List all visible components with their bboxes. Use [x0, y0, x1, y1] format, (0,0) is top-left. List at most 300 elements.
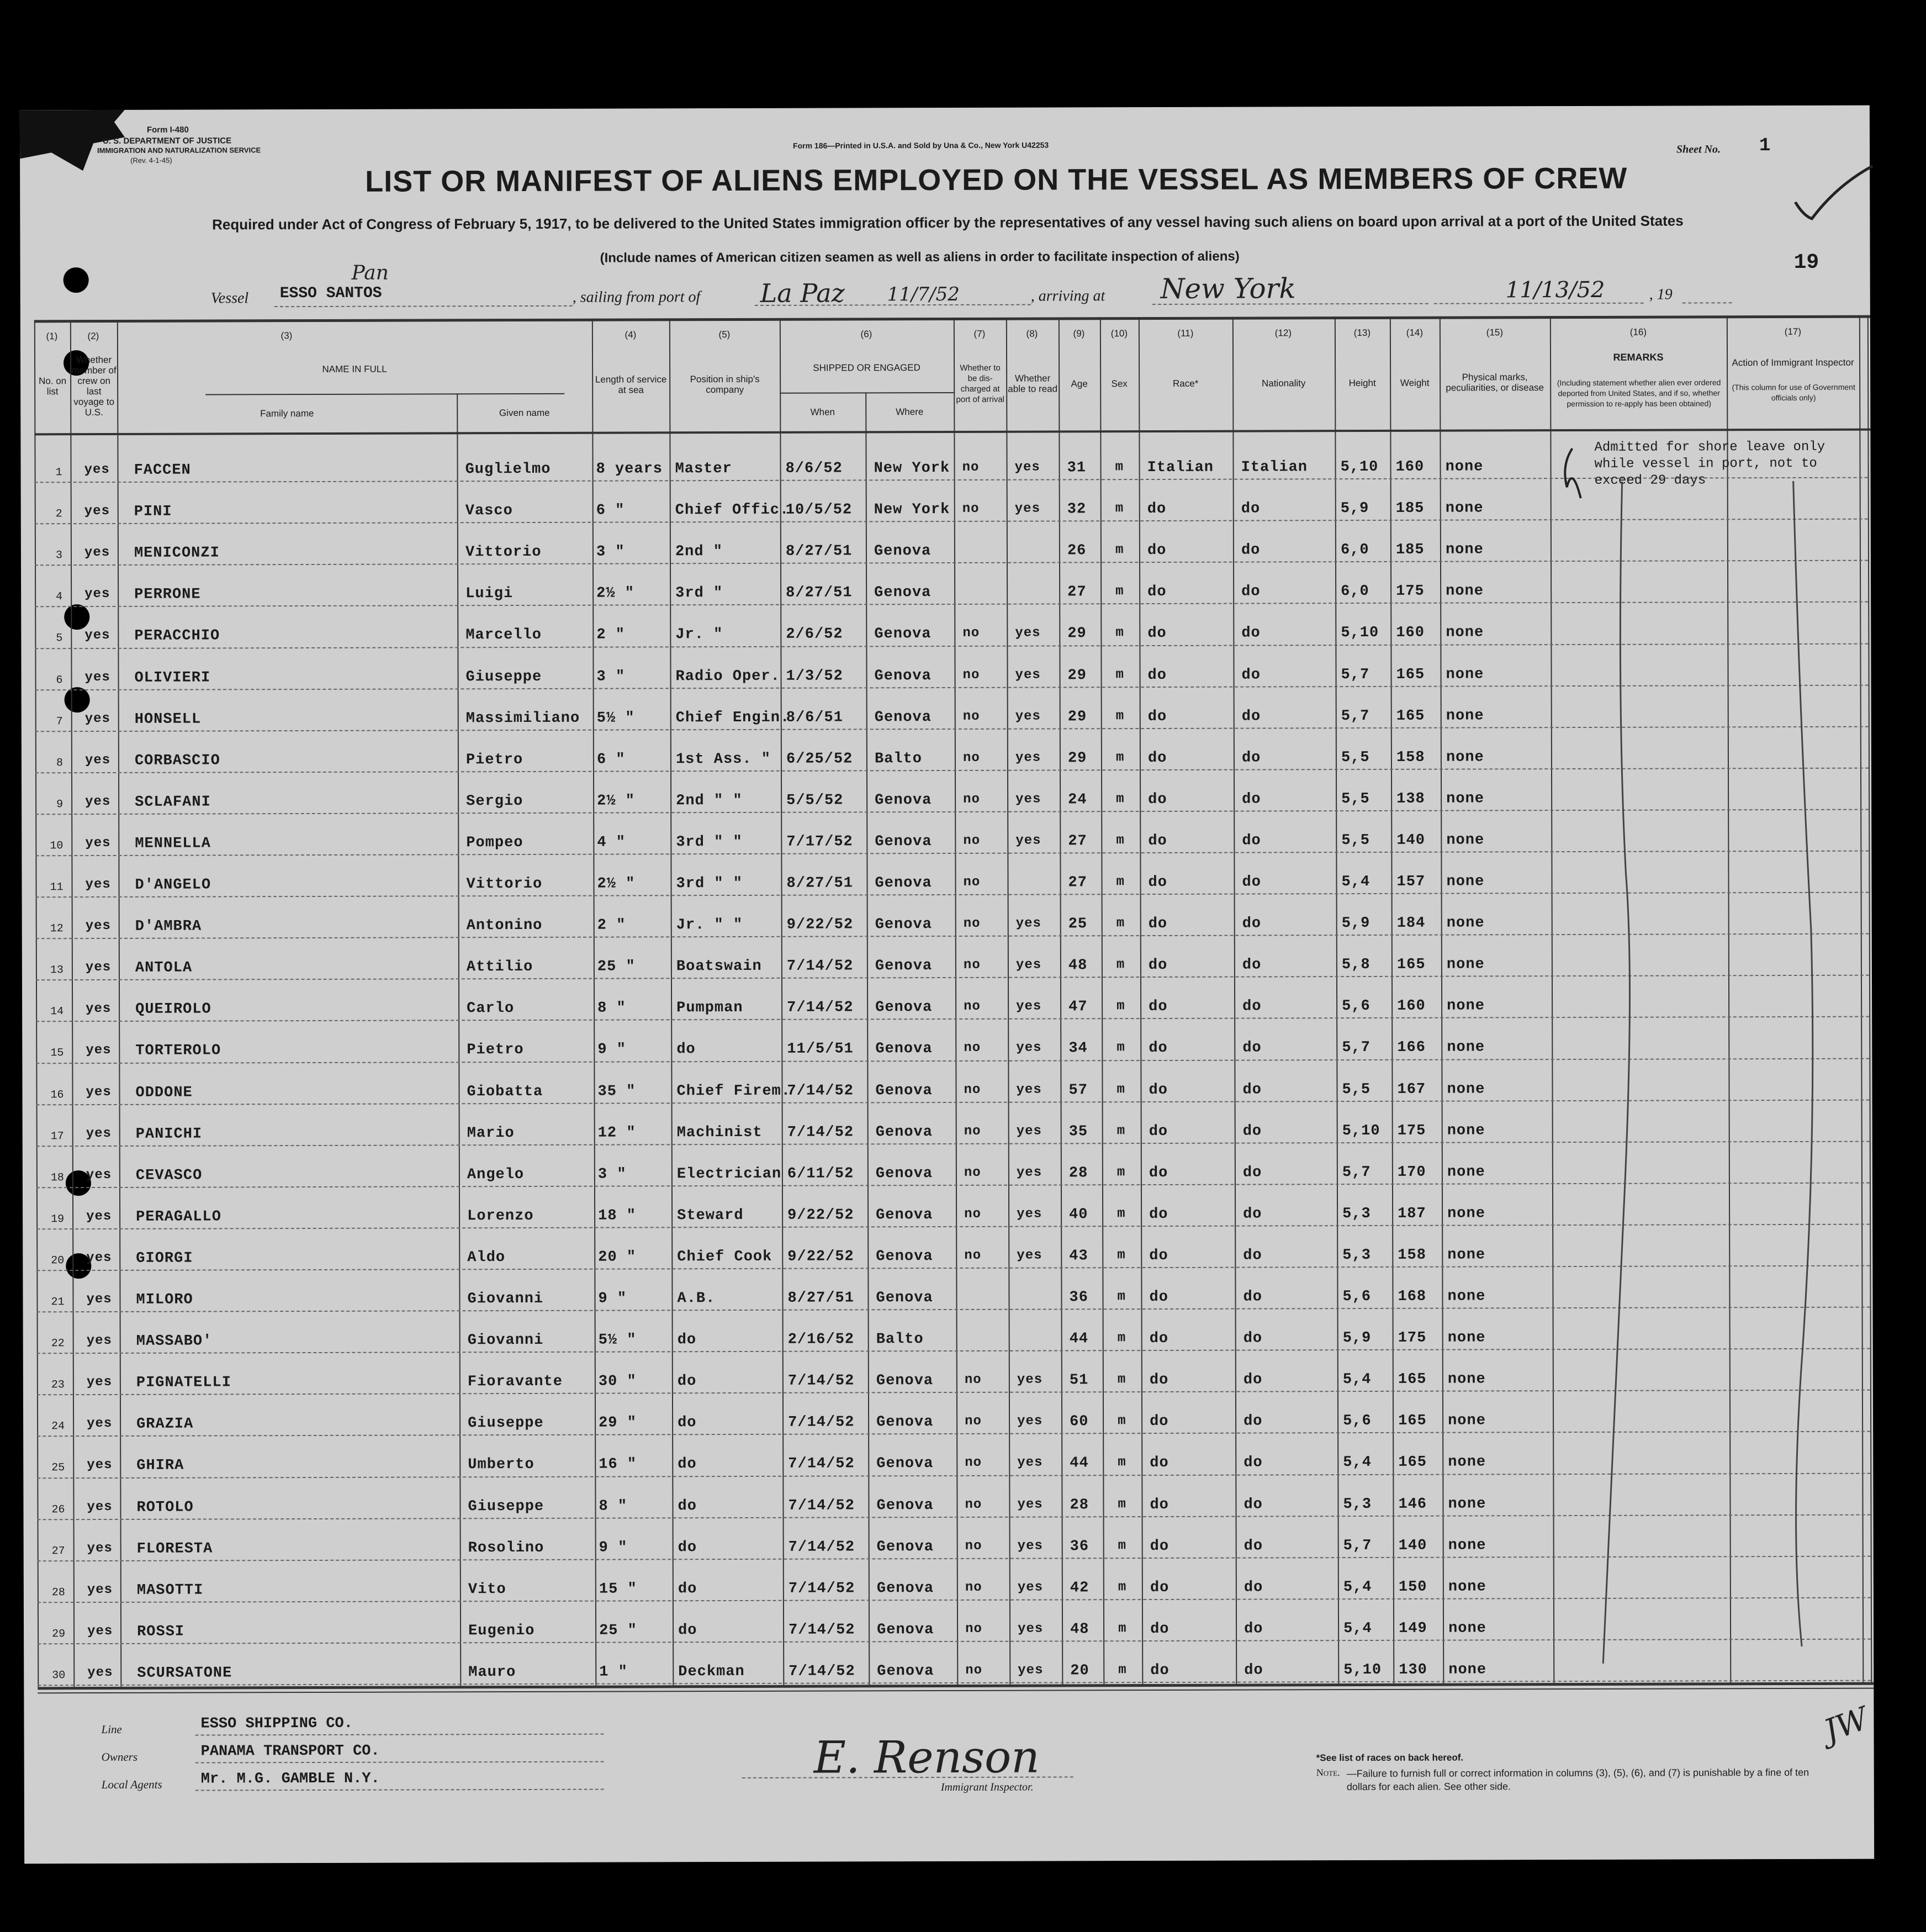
shipped-where-cell: Genova: [875, 1041, 933, 1058]
punch-hole: [64, 604, 89, 630]
member-cell: yes: [87, 1623, 113, 1639]
physical-cell: none: [1448, 1412, 1486, 1429]
agents-label: Local Agents: [101, 1777, 162, 1792]
shipped-where-cell: Genova: [876, 1497, 934, 1514]
physical-cell: none: [1447, 997, 1485, 1015]
family-name-cell: D'ANGELO: [135, 877, 211, 894]
row-number-cell: 14: [50, 1005, 64, 1018]
race-cell: do: [1148, 874, 1167, 891]
race-cell: do: [1150, 1579, 1170, 1596]
sex-cell: m: [1118, 1413, 1126, 1429]
column-number: (13): [1353, 327, 1371, 339]
discharged-cell: no: [963, 833, 981, 848]
discharged-cell: no: [963, 916, 981, 932]
service-cell: 6 ": [596, 751, 626, 768]
nationality-cell: do: [1241, 708, 1261, 725]
service-cell: 18 ": [598, 1207, 636, 1224]
discharged-cell: no: [965, 1414, 982, 1429]
age-cell: 29: [1067, 750, 1087, 767]
column-divider: [865, 392, 870, 1685]
column-divider: [1006, 318, 1010, 1685]
manifest-sheet: [20, 105, 1874, 1864]
weight-cell: 138: [1396, 790, 1425, 807]
member-cell: yes: [84, 669, 110, 685]
family-name-cell: PERRONE: [134, 586, 201, 604]
height-cell: 5,5: [1341, 832, 1370, 849]
remarks-line-1: Admitted for shore leave only: [1594, 439, 1826, 455]
weight-cell: 160: [1397, 998, 1426, 1015]
shipped-where-cell: Genova: [875, 1165, 933, 1183]
age-cell: 29: [1067, 708, 1087, 726]
discharged-cell: no: [965, 1455, 982, 1471]
shipped-when-cell: 2/6/52: [786, 626, 843, 643]
row-number-cell: 3: [55, 549, 62, 562]
position-cell: Chief Engin.: [675, 709, 790, 726]
member-cell: yes: [86, 1084, 112, 1100]
nationality-cell: do: [1243, 1330, 1263, 1347]
shipped-where-cell: Genova: [877, 1662, 934, 1680]
physical-cell: none: [1446, 624, 1484, 642]
header-weight: Weight: [1400, 377, 1430, 388]
header-sex: Sex: [1111, 378, 1128, 389]
column-number: (10): [1110, 328, 1128, 339]
given-name-cell: Giobatta: [467, 1083, 543, 1100]
member-cell: yes: [85, 960, 112, 975]
sex-cell: m: [1116, 957, 1125, 973]
service-cell: 3 ": [597, 1166, 627, 1183]
age-cell: 27: [1068, 874, 1087, 891]
height-cell: 5,10: [1343, 1661, 1382, 1679]
given-name-cell: Pietro: [467, 1042, 524, 1059]
header-remarks-note: (Including statement whether alien ever ordered deported from United States, and if so, whether permission to re-apply has been obtained): [1557, 377, 1721, 408]
race-cell: do: [1150, 1413, 1169, 1430]
nationality-cell: do: [1244, 1454, 1263, 1471]
discharged-cell: no: [965, 1662, 983, 1678]
discharged-cell: no: [962, 460, 980, 475]
sex-cell: m: [1118, 1455, 1126, 1470]
shipped-when-cell: 2/16/52: [787, 1331, 855, 1348]
service-cell: 2½ ": [597, 875, 636, 893]
member-cell: yes: [84, 628, 110, 643]
sailing-label: , sailing from port of: [572, 288, 701, 306]
shipped-when-cell: 8/27/51: [785, 543, 853, 560]
physical-cell: none: [1446, 708, 1484, 725]
column-number: (17): [1784, 326, 1802, 337]
service-cell: 5½ ": [596, 710, 635, 727]
service-cell: 6 ": [596, 502, 625, 519]
given-name-cell: Vittorio: [466, 875, 543, 893]
row-number-cell: 15: [50, 1047, 64, 1060]
race-cell: do: [1147, 584, 1167, 601]
race-cell: do: [1148, 957, 1168, 974]
age-cell: 42: [1070, 1580, 1089, 1597]
nationality-cell: do: [1244, 1413, 1263, 1430]
nationality-cell: do: [1243, 1289, 1262, 1306]
age-cell: 24: [1068, 791, 1087, 809]
column-divider: [1139, 317, 1143, 1684]
shipped-when-cell: 8/6/52: [785, 460, 843, 477]
able-read-cell: yes: [1017, 1206, 1043, 1222]
shipped-when-cell: 7/14/52: [789, 1622, 855, 1639]
race-cell: do: [1147, 501, 1167, 518]
shipped-when-cell: 7/14/52: [787, 999, 854, 1017]
sex-cell: m: [1116, 833, 1125, 848]
race-cell: do: [1150, 1538, 1170, 1555]
sex-cell: m: [1115, 625, 1124, 641]
age-cell: 28: [1068, 1165, 1088, 1182]
discharged-cell: no: [962, 501, 980, 517]
service-cell: 25 ": [599, 1622, 637, 1639]
sex-cell: m: [1115, 501, 1124, 516]
weight-cell: 165: [1396, 708, 1425, 725]
height-cell: 5,5: [1341, 749, 1370, 766]
service-cell: 8 years: [596, 461, 663, 478]
race-cell: do: [1148, 791, 1167, 808]
shipped-when-cell: 7/14/52: [787, 1082, 854, 1100]
shipped-where-cell: Genova: [875, 999, 933, 1016]
nationality-cell: do: [1244, 1538, 1263, 1555]
race-cell: do: [1149, 1372, 1169, 1389]
discharged-cell: no: [962, 750, 980, 766]
age-cell: 34: [1068, 1040, 1088, 1057]
height-cell: 5,7: [1343, 1537, 1372, 1554]
sheet-label: Sheet No.: [1676, 143, 1721, 156]
row-number-cell: 19: [51, 1212, 65, 1226]
able-read-cell: yes: [1015, 709, 1041, 724]
weight-cell: 140: [1396, 832, 1425, 849]
member-cell: yes: [86, 1291, 112, 1307]
remarks-line-3: exceed 29 days: [1594, 473, 1706, 488]
height-cell: 5,3: [1342, 1205, 1371, 1222]
race-cell: do: [1149, 1040, 1168, 1057]
nationality-cell: do: [1241, 500, 1261, 518]
age-cell: 48: [1068, 957, 1088, 974]
physical-cell: none: [1446, 873, 1485, 890]
member-cell: yes: [86, 1001, 112, 1017]
shipped-where-cell: Genova: [874, 584, 932, 601]
weight-cell: 165: [1396, 666, 1425, 683]
line-value: ESSO SHIPPING CO.: [200, 1715, 353, 1733]
shipped-when-cell: 9/22/52: [787, 1248, 854, 1265]
weight-cell: 168: [1398, 1288, 1427, 1305]
shipped-where-cell: Genova: [875, 791, 932, 809]
weight-cell: 160: [1396, 625, 1425, 642]
weight-cell: 170: [1397, 1164, 1426, 1181]
weight-cell: 157: [1396, 873, 1426, 890]
nationality-cell: do: [1242, 1123, 1262, 1140]
header-position: Position in ship's company: [690, 373, 760, 395]
position-cell: Deckman: [678, 1663, 745, 1681]
sex-cell: m: [1117, 1123, 1126, 1138]
race-cell: do: [1150, 1620, 1170, 1638]
age-cell: 29: [1067, 667, 1087, 684]
shipped-where-cell: Genova: [875, 1123, 933, 1141]
physical-cell: none: [1448, 1579, 1486, 1596]
given-name-cell: Luigi: [465, 585, 514, 603]
member-cell: yes: [84, 545, 110, 561]
shipped-where-cell: Genova: [875, 833, 932, 851]
shipped-when-cell: 7/14/52: [788, 1580, 855, 1597]
age-cell: 25: [1068, 916, 1088, 933]
height-cell: 5,3: [1343, 1496, 1372, 1513]
given-name-cell: Vittorio: [465, 544, 542, 561]
member-cell: yes: [84, 462, 110, 478]
discharged-cell: no: [963, 874, 981, 890]
service-cell: 2 ": [596, 626, 625, 644]
able-read-cell: yes: [1016, 1082, 1042, 1097]
family-name-cell: FLORESTA: [136, 1540, 213, 1558]
family-name-cell: PERAGALLO: [136, 1208, 221, 1226]
given-name-cell: Massimiliano: [465, 710, 580, 727]
given-name-cell: Aldo: [467, 1249, 506, 1266]
discharged-cell: no: [964, 1041, 981, 1056]
sex-cell: m: [1115, 542, 1124, 558]
sex-cell: m: [1115, 667, 1124, 682]
service-cell: 4 ": [597, 834, 626, 851]
race-cell: do: [1147, 749, 1167, 767]
family-name-cell: GIORGI: [136, 1250, 193, 1267]
header-nationality: Nationality: [1261, 377, 1306, 389]
shipped-where-cell: Genova: [874, 626, 932, 643]
sex-cell: m: [1118, 1538, 1127, 1553]
column-divider: [34, 320, 39, 1687]
row-number-cell: 29: [52, 1627, 66, 1641]
height-cell: 5,7: [1342, 1039, 1371, 1057]
column-number: (9): [1073, 328, 1085, 339]
service-cell: 12 ": [597, 1125, 636, 1142]
age-cell: 51: [1069, 1372, 1089, 1389]
physical-cell: none: [1446, 749, 1484, 766]
service-cell: 8 ": [599, 1498, 628, 1515]
member-cell: yes: [87, 1416, 113, 1432]
form-id: Form I-480: [146, 125, 189, 135]
discharged-cell: no: [965, 1497, 982, 1512]
row-number-cell: 10: [50, 840, 64, 853]
nationality-cell: do: [1242, 1039, 1262, 1057]
sailing-date: 11/7/52: [887, 283, 960, 306]
weight-cell: 184: [1396, 915, 1426, 932]
service-cell: 16 ": [599, 1456, 637, 1474]
age-cell: 57: [1068, 1081, 1088, 1099]
physical-cell: none: [1445, 541, 1484, 558]
shipped-when-cell: 8/27/51: [787, 1290, 854, 1307]
nationality-cell: do: [1242, 874, 1261, 891]
able-read-cell: yes: [1017, 1580, 1044, 1595]
sex-cell: m: [1115, 584, 1124, 599]
column-number: (15): [1486, 327, 1504, 338]
weight-cell: 175: [1396, 583, 1425, 600]
sex-cell: m: [1116, 874, 1125, 890]
weight-cell: 185: [1395, 500, 1425, 517]
year-label: , 19: [1649, 286, 1673, 303]
header-race: Race*: [1172, 378, 1199, 389]
column-divider: [70, 320, 75, 1687]
header-given-name: Given name: [499, 407, 550, 418]
service-cell: 30 ": [598, 1373, 637, 1390]
shipped-when-cell: 7/14/52: [788, 1497, 855, 1514]
age-cell: 27: [1068, 833, 1087, 850]
line-label: Line: [101, 1722, 122, 1736]
height-cell: 5,9: [1340, 500, 1369, 518]
header-when: When: [810, 407, 835, 418]
header-action: Action of Immigrant Inspector: [1732, 357, 1854, 368]
age-cell: 35: [1068, 1123, 1088, 1141]
service-cell: 15 ": [599, 1581, 637, 1598]
position-cell: do: [678, 1497, 697, 1514]
member-cell: yes: [86, 1043, 112, 1058]
discharged-cell: no: [964, 1123, 981, 1139]
position-cell: 3rd " ": [676, 875, 743, 893]
column-number: (4): [625, 329, 637, 340]
height-cell: 5,10: [1342, 1122, 1380, 1139]
row-number-cell: 9: [56, 798, 64, 811]
discharged-cell: no: [965, 1538, 982, 1554]
able-read-cell: yes: [1015, 833, 1041, 848]
position-cell: do: [678, 1580, 697, 1597]
race-cell: do: [1147, 625, 1167, 642]
shipped-where-cell: Genova: [876, 1414, 934, 1431]
race-cell: do: [1149, 1206, 1168, 1223]
height-cell: 5,4: [1343, 1579, 1372, 1596]
row-number-cell: 24: [51, 1420, 65, 1433]
height-cell: 6,0: [1340, 542, 1369, 559]
remarks-line-2: while vessel in port, not to: [1594, 456, 1817, 472]
service-cell: 5½ ": [598, 1332, 637, 1349]
races-note: *See list of races on back hereof.: [1316, 1752, 1464, 1764]
column-divider: [117, 320, 121, 1687]
race-cell: do: [1149, 1247, 1168, 1264]
sex-cell: m: [1115, 708, 1125, 724]
age-cell: 36: [1069, 1289, 1088, 1306]
family-name-cell: SCLAFANI: [135, 794, 211, 811]
discharged-cell: no: [964, 1165, 981, 1180]
given-name-cell: Lorenzo: [467, 1207, 534, 1225]
shipped-where-cell: Genova: [876, 1206, 933, 1224]
header-shipped: SHIPPED OR ENGAGED: [813, 362, 920, 373]
family-name-cell: CORBASCIO: [134, 752, 220, 769]
shipped-when-cell: 10/5/52: [785, 502, 853, 519]
able-read-cell: yes: [1015, 957, 1042, 973]
height-cell: 5,6: [1342, 998, 1371, 1015]
member-cell: yes: [86, 1208, 112, 1224]
age-cell: 44: [1070, 1455, 1089, 1472]
race-cell: do: [1147, 667, 1167, 684]
height-cell: 5,7: [1341, 666, 1370, 683]
weight-cell: 146: [1398, 1496, 1427, 1513]
shipped-when-cell: 7/14/52: [786, 958, 854, 975]
column-number: (11): [1177, 328, 1194, 339]
shipped-where-cell: Genova: [876, 1290, 933, 1307]
department: U. S. DEPARTMENT OF JUSTICE: [102, 136, 232, 146]
shipped-when-cell: 7/17/52: [786, 833, 853, 851]
row-number-cell: 12: [50, 922, 64, 936]
race-cell: do: [1149, 999, 1168, 1016]
nationality-cell: do: [1244, 1662, 1263, 1679]
discharged-cell: no: [963, 791, 980, 807]
nationality-cell: do: [1243, 1371, 1263, 1389]
member-cell: yes: [84, 711, 110, 726]
shipped-where-cell: Balto: [876, 1331, 924, 1348]
able-read-cell: yes: [1015, 750, 1041, 766]
family-name-cell: SCURSATONE: [137, 1665, 232, 1682]
service-cell: 2½ ": [596, 585, 634, 602]
weight-cell: 149: [1399, 1620, 1427, 1637]
height-cell: 5,5: [1342, 1081, 1371, 1098]
height-cell: 5,6: [1342, 1288, 1372, 1306]
weight-cell: 130: [1399, 1661, 1427, 1678]
physical-cell: none: [1447, 1080, 1485, 1098]
service-cell: 20 ": [598, 1249, 637, 1266]
nationality-cell: Italian: [1241, 459, 1308, 476]
nationality-cell: do: [1241, 625, 1261, 642]
shipped-when-cell: 7/14/52: [788, 1539, 855, 1556]
row-number-cell: 13: [50, 964, 64, 977]
given-name-cell: Pompeo: [466, 834, 523, 852]
height-cell: 5,9: [1341, 915, 1371, 932]
position-cell: 1st Ass. ": [675, 751, 771, 768]
shipped-when-cell: 6/25/52: [786, 751, 853, 768]
height-cell: 5,7: [1342, 1164, 1371, 1181]
row-number-cell: 5: [56, 632, 63, 645]
sex-cell: m: [1118, 1662, 1127, 1678]
shipped-where-cell: New York: [874, 460, 950, 477]
row-number-cell: 1: [55, 466, 62, 479]
weight-cell: 165: [1398, 1371, 1427, 1389]
family-name-cell: QUEIROLO: [135, 1001, 211, 1018]
shipped-where-cell: Genova: [874, 667, 932, 684]
arriving-port: New York: [1160, 272, 1296, 305]
member-cell: yes: [84, 752, 111, 768]
position-cell: Machinist: [676, 1124, 763, 1141]
discharged-cell: no: [962, 626, 980, 641]
given-name-cell: Rosolino: [468, 1539, 544, 1556]
sex-cell: m: [1117, 1331, 1126, 1346]
height-cell: 5,8: [1341, 957, 1371, 974]
position-cell: do: [676, 1041, 696, 1058]
physical-cell: none: [1446, 915, 1485, 932]
able-read-cell: yes: [1018, 1662, 1044, 1678]
sex-cell: m: [1117, 1040, 1125, 1055]
weight-cell: 165: [1398, 1413, 1427, 1430]
member-cell: yes: [86, 1126, 112, 1141]
age-cell: 28: [1070, 1496, 1089, 1513]
column-divider: [669, 318, 674, 1685]
nationality-cell: do: [1241, 749, 1261, 767]
position-cell: Master: [675, 461, 732, 478]
shipped-where-cell: Genova: [876, 1455, 934, 1472]
family-name-cell: PANICHI: [135, 1126, 203, 1143]
given-name-cell: Guglielmo: [465, 461, 551, 478]
height-cell: 5,7: [1341, 708, 1370, 725]
family-name-cell: GRAZIA: [136, 1416, 194, 1433]
shipped-when-cell: 1/3/52: [786, 667, 843, 685]
given-name-cell: Eugenio: [468, 1622, 535, 1640]
column-divider: [1440, 316, 1444, 1683]
given-name-cell: Fioravante: [467, 1374, 563, 1391]
family-name-cell: CEVASCO: [135, 1167, 203, 1184]
position-cell: 3rd ": [675, 585, 723, 602]
sex-cell: m: [1117, 999, 1125, 1014]
member-cell: yes: [86, 1167, 112, 1183]
physical-cell: none: [1447, 1371, 1486, 1388]
able-read-cell: yes: [1014, 460, 1040, 475]
subtitle-note: (Include names of American citizen seamen as well as aliens in order to facilitate inspection of aliens): [600, 249, 1240, 266]
vessel-label: Vessel: [210, 289, 249, 307]
header-physical: Physical marks, peculiarities, or disease: [1446, 372, 1544, 393]
given-name-cell: Antonino: [466, 917, 543, 935]
row-number-cell: 26: [51, 1503, 65, 1516]
nationality-cell: do: [1243, 1247, 1262, 1264]
